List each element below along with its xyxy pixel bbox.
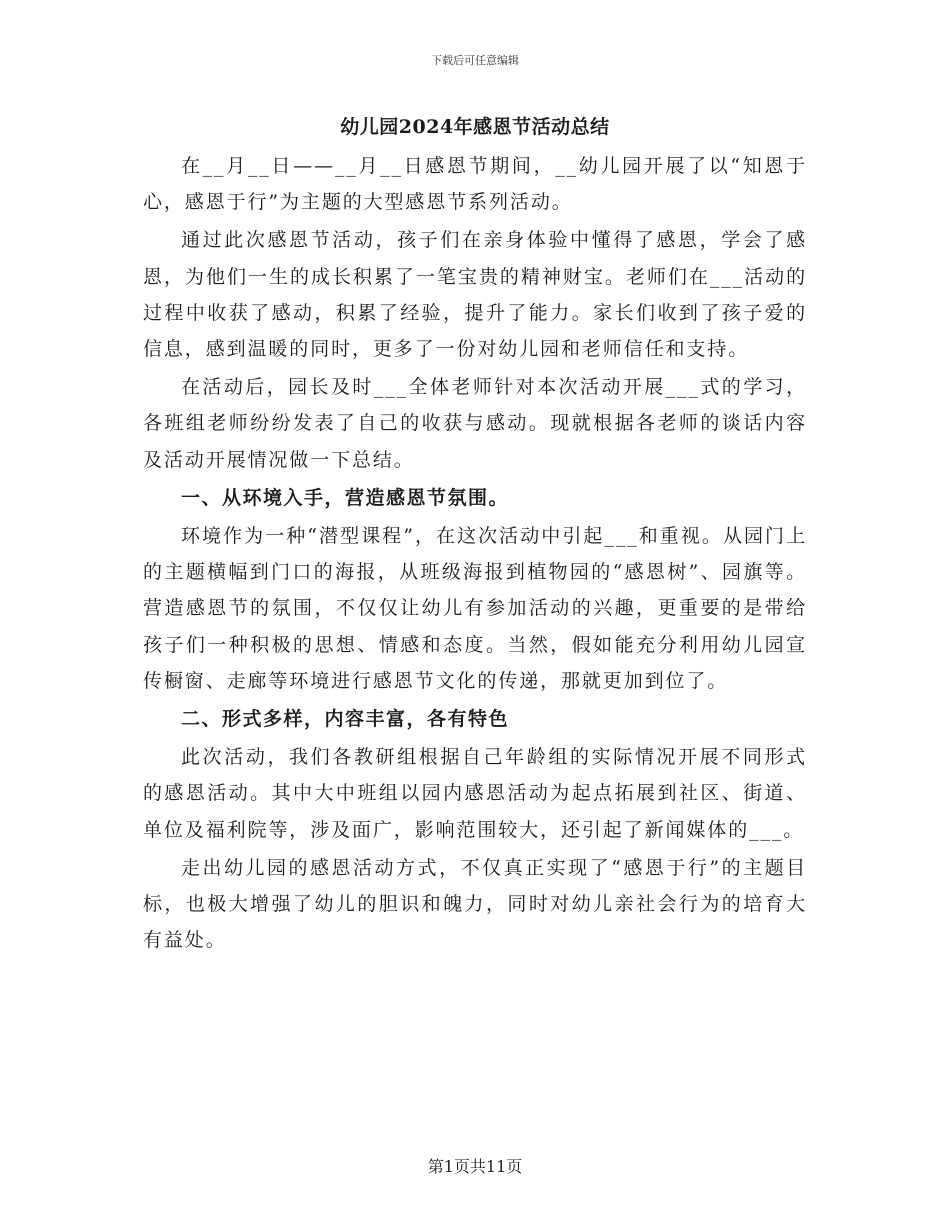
section-heading-forms: 二、形式多样，内容丰富，各有特色 bbox=[181, 708, 510, 731]
paragraph-review: 在活动后，园长及时___全体老师针对本次活动开展___式的学习，各班组老师纷纷发表了自己的收获与感动。现就根据各老师的谈话内容及活动开展情况做一下总结。 bbox=[143, 376, 807, 471]
paragraph-environment: 环境作为一种“潜型课程”，在这次活动中引起___和重视。从园门上的主题横幅到门口的海报，从班级海报到植物园的“感恩树”、园旗等。营造感恩节的氛围，不仅仅让幼儿有参加活动的兴趣，更重要的是带给孩子们一种积极的思想、情感和态度。当然，假如能充分利用幼儿园宣传橱窗、走廊等环境进行感恩节文化的传递，那就更加到位了。 bbox=[143, 525, 807, 692]
document-body bbox=[143, 112, 807, 960]
paragraph-results: 通过此次感恩节活动，孩子们在亲身体验中懂得了感恩，学会了感恩，为他们一生的成长积累了一笔宝贵的精神财宝。老师们在___活动的过程中收获了感动，积累了经验，提升了能力。家长们收到了孩子爱的信息，感到温暖的同时，更多了一份对幼儿园和老师信任和支持。 bbox=[143, 229, 807, 361]
section-heading-environment: 一、从环境入手，营造感恩节氛围。 bbox=[181, 486, 510, 509]
document-title: 幼儿园2024年感恩节活动总结 bbox=[340, 116, 610, 138]
page-header-note: 下载后可任意编辑 bbox=[431, 54, 519, 67]
page-number: 第1页共11页 bbox=[427, 1157, 523, 1176]
paragraph-outreach: 走出幼儿园的感恩活动方式，不仅真正实现了“感恩于行”的主题目标，也极大增强了幼儿的胆识和魄力，同时对幼儿亲社会行为的培育大有益处。 bbox=[143, 856, 807, 952]
paragraph-intro: 在__月__日——__月__日感恩节期间，__幼儿园开展了以“知恩于心，感恩于行”为主题的大型感恩节系列活动。 bbox=[143, 155, 807, 214]
paragraph-forms: 此次活动，我们各教研组根据自己年龄组的实际情况开展不同形式的感恩活动。其中大中班组以园内感恩活动为起点拓展到社区、街道、单位及福利院等，涉及面广，影响范围较大，还引起了新闻媒体的___。 bbox=[143, 746, 807, 841]
